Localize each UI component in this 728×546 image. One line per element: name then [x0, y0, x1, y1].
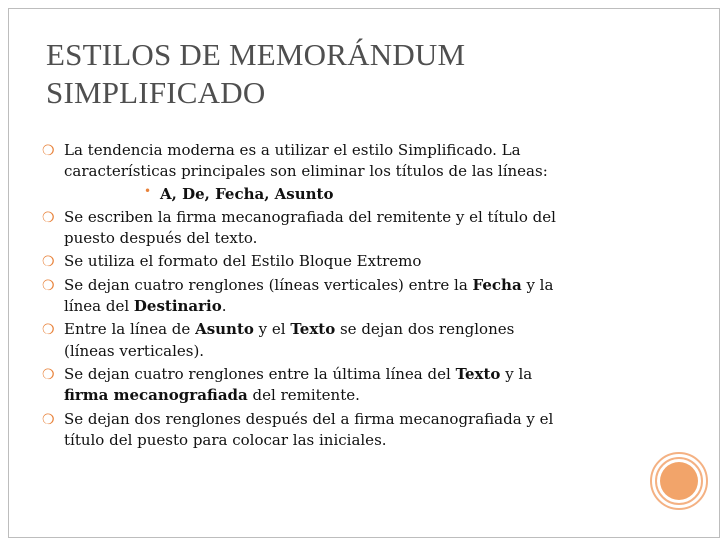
bold-keyword: Texto	[290, 320, 336, 339]
bullet-line	[64, 275, 616, 296]
bullet-text: (líneas verticales).	[64, 341, 205, 360]
bullet-line	[64, 341, 616, 362]
sub-bullet-marker-icon: •	[144, 183, 152, 198]
bold-keyword: Fecha	[472, 275, 522, 294]
bullet-item	[44, 207, 616, 250]
bullet-line	[64, 140, 616, 161]
bullet-text: características principales son eliminar los títulos de las líneas:	[64, 162, 548, 181]
bullet-line	[64, 385, 616, 406]
bullet-line	[64, 228, 616, 249]
decorative-dot	[660, 462, 698, 500]
bullet-item	[44, 364, 616, 407]
sub-bullet-item	[44, 184, 616, 205]
bullet-circle-icon: ❍	[42, 143, 55, 159]
slide-title	[46, 36, 606, 112]
bullet-circle-icon: ❍	[42, 366, 55, 383]
bullet-text: del remitente.	[247, 386, 360, 405]
bullet-item	[44, 319, 616, 362]
sub-bullet-text: A, De, Fecha, Asunto	[160, 184, 334, 203]
bullet-text: Se utiliza el formato del Estilo Bloque Extremo	[64, 252, 422, 271]
bullet-line	[64, 161, 616, 182]
bullet-circle-icon: ❍	[42, 209, 55, 226]
bullet-item	[44, 251, 616, 272]
bullet-text: se dejan dos renglones	[335, 320, 515, 339]
bullet-text: y la	[500, 364, 533, 383]
bullet-text: y el	[253, 320, 291, 339]
bullet-line	[64, 207, 616, 228]
bullet-text: Entre la línea de	[64, 320, 196, 339]
bullet-circle-icon: ❍	[42, 411, 55, 428]
bold-keyword: Destinario	[133, 297, 222, 316]
bullet-circle-icon: ❍	[42, 322, 55, 339]
bullet-item	[44, 140, 616, 183]
bullet-circle-icon: ❍	[42, 254, 55, 271]
bullet-text: línea del	[64, 297, 134, 316]
bullet-line	[64, 430, 616, 451]
bold-keyword: Texto	[455, 364, 501, 383]
bullet-list	[44, 140, 616, 453]
bullet-text: puesto después del texto.	[64, 229, 258, 248]
bullet-line	[64, 364, 616, 385]
title-line: SIMPLIFICADO	[46, 75, 266, 110]
bullet-text: Se dejan cuatro renglones (líneas verticales) entre la	[64, 275, 473, 294]
bullet-text: y la	[521, 275, 554, 294]
bullet-text: La tendencia moderna es a utilizar el estilo Simplificado. La	[64, 141, 521, 159]
bullet-text: título del puesto para colocar las iniciales.	[64, 430, 387, 449]
bullet-line	[64, 296, 616, 317]
bullet-line	[64, 251, 616, 272]
title-line: ESTILOS DE MEMORÁNDUM	[46, 37, 466, 72]
bullet-circle-icon: ❍	[42, 277, 55, 294]
bullet-text: Se escriben la firma mecanografiada del remitente y el título del	[64, 207, 556, 226]
bullet-item	[44, 409, 616, 452]
bold-keyword: firma mecanografiada	[64, 386, 248, 405]
bullet-line	[64, 409, 616, 430]
bold-keyword: Asunto	[195, 320, 254, 339]
bullet-text: Se dejan dos renglones después del a firma mecanografiada y el	[64, 409, 554, 428]
bullet-item	[44, 275, 616, 318]
bullet-text: .	[221, 297, 227, 316]
bullet-line	[64, 319, 616, 340]
bullet-text: Se dejan cuatro renglones entre la última línea del	[64, 364, 456, 383]
